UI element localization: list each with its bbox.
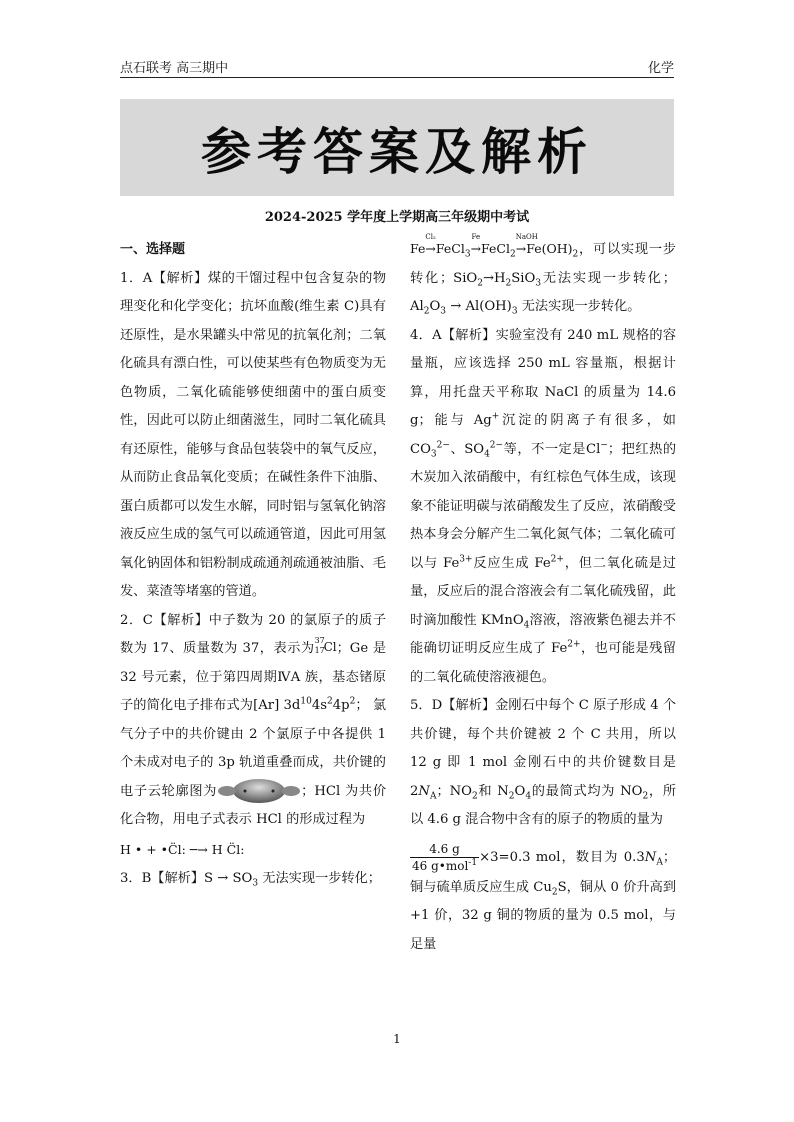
answer-4-text-6: ，但二氧化硫是过量，反应后的混合溶液会有二氧化硫残留，此时滴加酸性 KMnO <box>410 555 676 628</box>
answer-5-text-8: ；铜与硫单质反应生成 Cu <box>410 849 676 895</box>
chloride-ion: Cl <box>586 441 601 457</box>
fraction-numerator: 4.6 g <box>410 841 479 858</box>
arrow-3: NaOH → <box>516 234 526 264</box>
mass-fraction <box>410 841 479 874</box>
answer-4-tag: 【解析】 <box>441 327 496 343</box>
answer-3-text-2: 无法实现一步转化； <box>258 870 381 886</box>
answer-5-text-9: S，铜从 0 价升高到+1 价，32 g 铜的物质的量为 0.5 mol，与足量 <box>410 879 677 952</box>
answer-5-number: 5．D <box>410 698 443 713</box>
answer-4-text-7: 溶液，溶液紫色褪去并不能确切证明反应生成了 Fe <box>410 612 676 656</box>
answer-4-text-2: 沉淀的阴离子有很多，如 <box>499 413 676 428</box>
right-column <box>410 234 676 959</box>
answer-4: 4．A【解析】实验室没有 240 mL 规格的容量瓶，应该选择 250 mL 容量瓶，根据计算，用托盘天平称取 NaCl 的质量为 14.6 g；能与 Ag+沉淀的阴离子有很多，如$CO_3^{2-}$、$SO_4^{2-}$等，不一定是Cl−；把红热的木炭加入浓硝酸中，有红棕色气体生成，该现象不能证明碳与浓硝酸发生了反应，浓硝酸受热本身会分解产生二氧化氮气体；二氧化硫可以与 $Fe^{3+}$反应生成 $Fe^{2+}$，但二氧化硫是过量，反应后的混合溶液会有二氧化硫残留，此时滴加酸性 KMnO$_4$溶液，溶液紫色褪去并不能确切证明反应生成了 $Fe^{2+}$，也可能是残留的二氧化硫使溶液褪色。 <box>410 327 677 685</box>
answer-3c-text-2: →H <box>482 270 506 286</box>
answer-2-text-3: 4s <box>311 698 327 713</box>
answer-5-text-1: 金刚石中每个 C 原子形成 4 个共价键，每个共价键被 2 个 C 共用，所以 12 g 即 1 mol 金刚石中的共价键数目是 2 <box>410 698 677 799</box>
answer-1-text: 煤的干馏过程中包含复杂的物理变化和化学变化；抗坏血酸(维生素 C)具有还原性，是水果罐头中常见的抗氧化剂；二氧化硫具有漂白性，可以使某些有色物质变为无色物质，二氧化硫能够使细菌中的蛋白质变性，因此可以防止细菌滋生，同时二氧化硫具有还原性，能够与食品包装袋中的氧气反应，从而防止食品氧化变质；在碱性条件下油脂、蛋白质都可以发生水解，同时铝与氢氧化钠溶液反应生成的氢气可以疏通管道，因此可用氢氧化钠固体和铝粉制成疏通剂疏通被油脂、毛发、菜渣等堵塞的管道。 <box>120 270 387 599</box>
nuclide-symbol: Cl <box>323 639 337 654</box>
answer-3c-text-5: O <box>429 299 441 314</box>
sulfate-ion: SO <box>464 441 485 457</box>
fraction-denominator-text: 46 g•mol <box>412 858 469 873</box>
answer-2-text-2: ；Ge 是 32 号元素，位于第四周期ⅣA 族，基态锗原子的简化电子排布式为[Ar] 3d <box>120 641 387 713</box>
page-title: 参考答案及解析 <box>201 122 593 181</box>
answer-1 <box>120 265 386 607</box>
answer-3c-text-1: ，可以实现一步转化；SiO <box>410 242 676 286</box>
answer-4-text-5: 反应生成 Fe <box>472 555 551 571</box>
electron-cloud-image <box>217 778 301 804</box>
answer-2-text-6: ；HCl 为共价化合物，用电子式表示 HCl 的形成过程为 <box>120 783 387 827</box>
answer-5-text-3: 和 N <box>477 783 509 799</box>
left-column <box>120 236 386 893</box>
answer-3c-text-6: → Al(OH) <box>446 299 512 314</box>
hcl-formation-equation: H • + •C̈l: ─→ H C̈l: <box>120 841 245 857</box>
arrow-1-label: Cl₂ <box>425 233 436 241</box>
nuclide-z: 17 <box>314 645 325 655</box>
sup-2b: 2 <box>349 696 356 707</box>
section-heading: 一、选择题 <box>120 242 186 257</box>
answer-4-text-1: 实验室没有 240 mL 规格的容量瓶，应该选择 250 mL 容量瓶，根据计算，用托盘天平称取 NaCl 的质量为 14.6 g；能与 Ag <box>410 327 677 428</box>
nuclide-mass: 37 <box>314 635 325 645</box>
chain-sub-2: 2 <box>510 249 516 260</box>
answer-5: 5．D【解析】金刚石中每个 C 原子形成 4 个共价键，每个共价键被 2 个 C 共用，所以 12 g 即 1 mol 金刚石中的共价键数目是 $2N_A$；$NO_2$和 $N_2O_4$的最简式均为 $NO_2$，所以 4.6 g 混合物中含有的原子的物质的量为 $\frac{4.6 g}{46 g•mol^{-1}}$ ×3=0.3 mol，数目为 $0.3N_A$；铜与硫单质反应生成 $Cu_2S$，铜从 0 价升高到+1 价，32 g 铜的物质的量为 0.5 mol，与足量 <box>410 698 677 952</box>
header-right: 化学 <box>647 61 674 76</box>
answer-1-tag: 【解析】 <box>152 270 208 286</box>
iron-chain <box>410 233 579 260</box>
carbonate-ion: CO <box>410 441 431 457</box>
answer-4-text-4: ；把红热的木炭加入浓硝酸中，有红棕色气体生成，该现象不能证明碳与浓硝酸发生了反应，浓硝酸受热本身会分解产生二氧化氮气体；二氧化硫可以与 Fe <box>410 441 677 571</box>
chain-sub-3: 3 <box>464 249 471 260</box>
answer-3-tag: 【解析】 <box>151 870 205 886</box>
answer-5-text-4: O <box>514 783 526 799</box>
fraction-denominator: 46 g•mol$^{-1}$ <box>412 857 478 873</box>
answer-2-number: 2．C <box>120 612 153 628</box>
answer-2 <box>120 607 386 865</box>
arrow-3-label: NaOH <box>515 233 538 241</box>
answer-4-number: 4．A <box>410 327 442 343</box>
chlorine-nuclide <box>314 635 337 660</box>
answer-5-text-2: ；NO <box>436 783 472 799</box>
page-number: 1 <box>393 1032 401 1046</box>
sup-2a: 2 <box>327 696 333 707</box>
answer-5-text-5: 的最简式均为 NO <box>531 783 643 799</box>
chain-fecl3: FeCl <box>435 241 465 256</box>
answer-3-continued: Fe Cl₂ →FeCl$_3$ Fe →FeCl$_2$ NaOH $\to Fe(OH)_2$，可以实现一步转化；$SiO_2\to H_2SiO_3$无法实现一步转化；$Al_2O_3 \to Al(OH)_3$ 无法实现一步转化。 <box>410 234 676 322</box>
sub-3: 3 <box>252 878 259 889</box>
electron-cloud-svg <box>217 778 301 804</box>
answer-2-tag: 【解析】 <box>152 612 209 628</box>
answer-3c-text-3: SiO <box>511 270 536 286</box>
answer-1-number: 1．A <box>120 270 153 286</box>
chain-fecl2: FeCl <box>481 241 510 256</box>
arrow-2: Fe → <box>471 234 481 264</box>
answer-5-text-7: ×3=0.3 mol，数目为 0.3 <box>479 849 645 865</box>
header-left: 点石联考 高三期中 <box>120 61 229 76</box>
answer-2-text-5: ； 氯气分子中的共价键由 2 个氯原子中各提供 1 个未成对电子的 3p 轨道重叠而成，共价键的电子云轮廓图为 <box>120 698 387 799</box>
exam-subtitle: 2024-2025 学年度上学期高三年级期中考试 <box>264 210 530 225</box>
sup-10: 10 <box>300 696 312 707</box>
answer-3c-text-7: 无法实现一步转化。 <box>517 299 641 314</box>
answer-4-text-8: ，也可能是残留的二氧化硫使溶液褪色。 <box>410 641 676 685</box>
arrow-2-label: Fe <box>471 233 481 241</box>
avogadro-n: N <box>418 783 430 799</box>
answer-2-text-4: 4p <box>332 698 350 713</box>
page-header <box>120 56 674 78</box>
title-banner <box>120 99 674 196</box>
answer-2-text-1: 中子数为 20 的氯原子的质子数为 17、质量数为 37，表示为 <box>120 612 387 656</box>
arrow-1: Cl₂ → <box>425 234 435 264</box>
chain-fe: Fe <box>410 241 426 256</box>
answer-3-text-1: S → SO <box>204 870 253 886</box>
answer-3 <box>120 865 386 894</box>
answer-3c-text-4: 无法实现一步转化；Al <box>410 270 676 314</box>
answer-5-text-6: ，所以 4.6 g 混合物中含有的原子的物质的量为 <box>410 783 677 827</box>
chain-sub-2b: 2 <box>572 249 579 260</box>
answer-5-tag: 【解析】 <box>442 698 496 713</box>
chain-feoh2: Fe(OH) <box>526 241 573 256</box>
answer-4-text-3: 等，不一定是 <box>503 441 587 457</box>
answer-3-number: 3．B <box>120 870 152 886</box>
